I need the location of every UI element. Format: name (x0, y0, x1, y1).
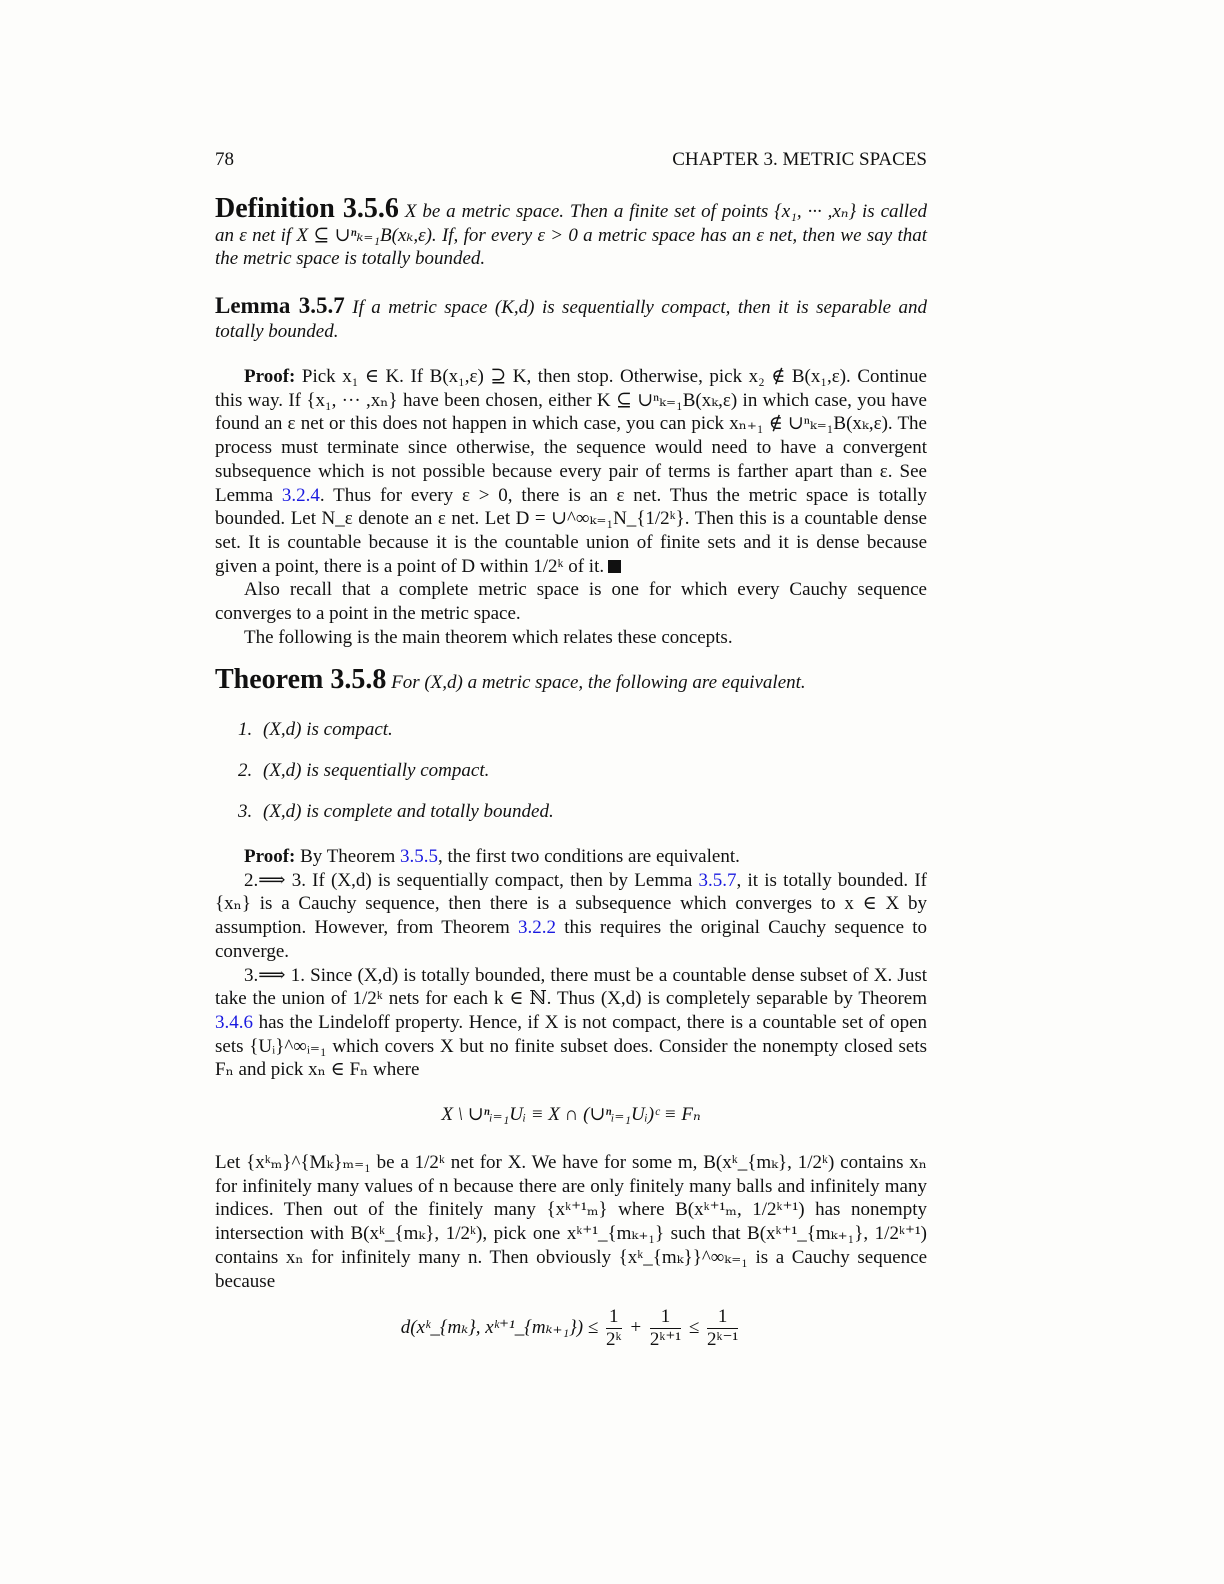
proof-theorem: Proof: By Theorem 3.5.5, the first two conditions are equivalent. 2.⟹ 3. If (X,d) is sequentially compact, then by Lemma 3.5.7, it is totally bounded. If {xₙ} is a Cauchy sequence, then there is a subsequence which converges to x ∈ X by assumption. However, from Theorem 3.2.2 this requires the original Cauchy sequence to converge. 3.⟹ 1. Since (X,d) is totally bounded, there must be a countable dense subset of X. Just take the union of 1/2ᵏ nets for each k ∈ ℕ. Thus (X,d) is completely separable by Theorem 3.4.6 has the Lindeloff property. Hence, if X is not compact, there is a countable set of open sets {Uᵢ}^∞ᵢ₌₁ which covers X but no finite subset does. Consider the nonempty closed sets Fₙ and pick xₙ ∈ Fₙ where (215, 846, 928, 1081)
lemma-label: Lemma 3.5.7 (215, 293, 345, 318)
definition-text: X be a metric space. Then a finite set of points {x₁, ··· ,xₙ} is called an ε net if X ⊆ ∪ⁿₖ₌₁B(xₖ,ε). If, for every ε > 0 a metric space has an ε net, then we say that the metric space is totally bounded. (215, 201, 928, 270)
ref-theorem-3-4-6[interactable]: 3.4.6 (215, 1011, 253, 1033)
ref-theorem-3-2-2[interactable]: 3.2.2 (518, 917, 557, 939)
theorem-label: Theorem 3.5.8 (215, 664, 387, 695)
proof-text-b: . Thus for every ε > 0, there is an ε net. Thus the metric space is totally bounded. Let N_ε denote an ε net. Let D = ∪^∞ₖ₌₁N_{1/2ᵏ}. Then this is a countable dense set. It is countable because it is the countable union of finite sets and it is dense because given a point, there is a point of D within 1/2ᵏ of it. (215, 484, 928, 577)
ref-lemma-3-2-4[interactable]: 3.2.4 (281, 484, 320, 506)
fraction: $\frac{1}{\text{2ᵏ}}$ (606, 1306, 622, 1350)
theorem-text: For (X,d) a metric space, the following are equivalent. (391, 672, 806, 693)
following-paragraph: The following is the main theorem which relates these concepts. (244, 626, 733, 648)
proof-paragraph-net: Let {xᵏₘ}^{Mₖ}ₘ₌₁ be a 1/2ᵏ net for X. We have for some m, B(xᵏ_{mₖ}, 1/2ᵏ) contains xₙ for infinitely many values of n because there are only finitely many balls and infinitely many indices. Then out of the finitely many {xᵏ⁺¹ₘ} where B(xᵏ⁺¹ₘ, 1/2ᵏ⁺¹) has nonempty intersection with B(xᵏ_{mₖ}, 1/2ᵏ), pick one xᵏ⁺¹_{mₖ₊₁} such that B(xᵏ⁺¹_{mₖ₊₁}, 1/2ᵏ⁺¹) contains xₙ for infinitely many n. Then obviously {xᵏ_{mₖ}}^∞ₖ₌₁ is a Cauchy sequence because (215, 1152, 927, 1292)
proof-text-a: Pick x₁ ∈ K. If B(x₁,ε) ⊇ K, then stop. Otherwise, pick x₂ ∉ B(x₁,ε). Continue this way. If {x₁, ··· ,xₙ} have been chosen, either K ⊆ ∪ⁿₖ₌₁B(xₖ,ε) in which case, you have found an ε net or this does not happen in which case, you can pick xₙ₊₁ ∉ ∪ⁿₖ₌₁B(xₖ,ε). The process must terminate since otherwise, the sequence would need to have a convergent subsequence which is not possible because every pair of terms is farther apart than ε. See Lemma (215, 366, 927, 506)
proof-label: Proof: (244, 366, 296, 387)
proof-lemma (215, 365, 927, 649)
list-item: 3. (X,d) is complete and totally bounded. (238, 801, 554, 822)
list-item: 2. (X,d) is sequentially compact. (238, 760, 490, 781)
qed-square-icon (608, 560, 621, 573)
fraction: $\frac{1}{\text{2ᵏ⁺¹}}$ (649, 1306, 682, 1350)
ref-theorem-3-5-5[interactable]: 3.5.5 (400, 846, 439, 867)
page-number: 78 (215, 149, 234, 170)
definition-block (215, 193, 928, 271)
recall-paragraph: Also recall that a complete metric space is one for which every Cauchy sequence converges to a point in the metric space. (215, 579, 927, 625)
list-item: 1. (X,d) is compact. (238, 719, 393, 740)
ref-lemma-3-5-7[interactable]: 3.5.7 (698, 869, 737, 891)
equation-fn: X \ ∪ⁿᵢ₌₁Uᵢ ≡ X ∩ (∪ⁿᵢ₌₁Uᵢ)ᶜ ≡ Fₙ (441, 1104, 701, 1125)
chapter-title: CHAPTER 3. METRIC SPACES (672, 149, 927, 170)
running-header (215, 148, 927, 172)
theorem-block (215, 664, 927, 695)
definition-label: Definition 3.5.6 (215, 193, 399, 224)
fraction: $\frac{1}{\text{2ᵏ⁻¹}}$ (706, 1306, 739, 1350)
lemma-text: If a metric space (K,d) is sequentially compact, then it is separable and totally bounded. (215, 297, 927, 342)
proof-label: Proof: (244, 846, 296, 867)
equation-cauchy: d(xᵏ_{mₖ}, xᵏ⁺¹_{mₖ₊₁}) ≤ $\frac{1}{\text{2ᵏ}}$ + $\frac{1}{\text{2ᵏ⁺¹}}$ ≤ $\frac{1}{\text{2ᵏ⁻¹}}$ (400, 1306, 739, 1350)
lemma-block (215, 294, 927, 343)
